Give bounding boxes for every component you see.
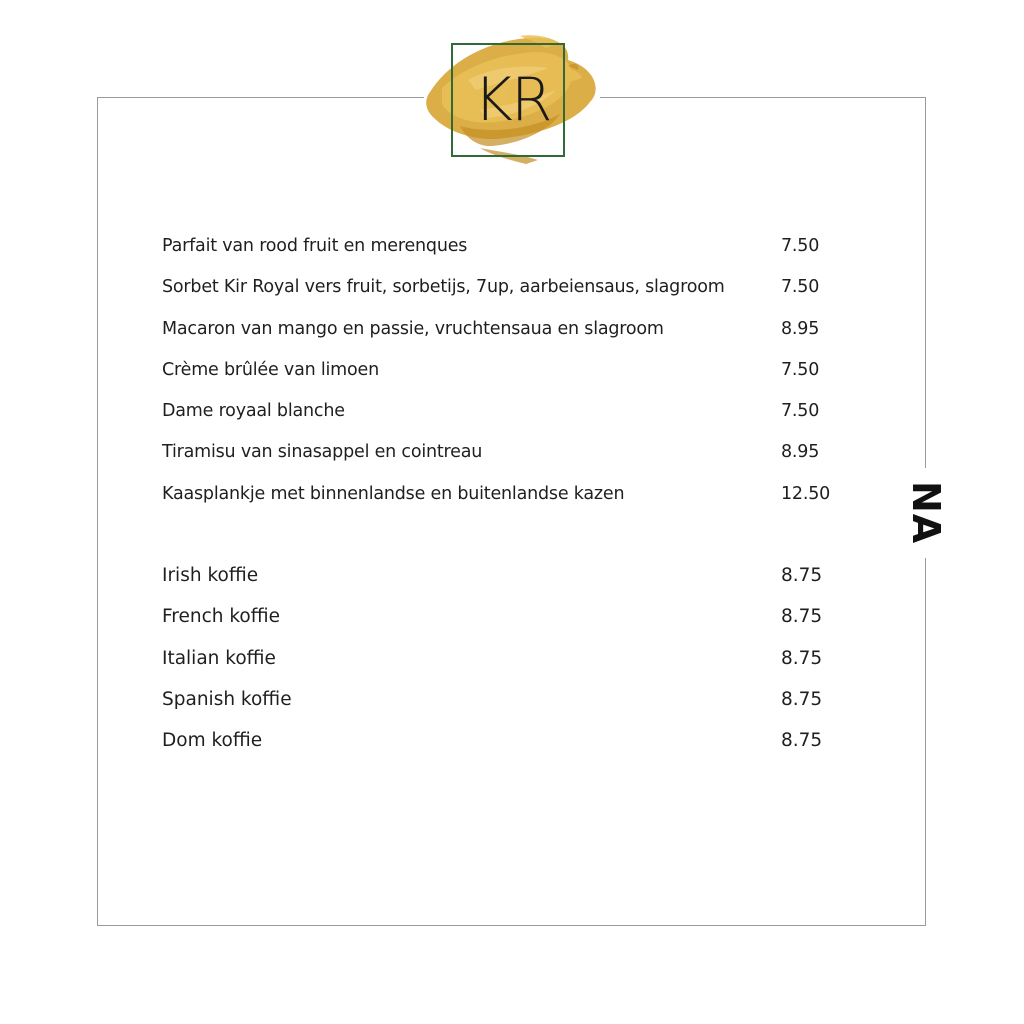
menu-item-name: Dame royaal blanche (162, 401, 345, 422)
menu-item (162, 727, 862, 768)
menu-item (162, 273, 862, 314)
menu-item-name: Kaasplankje met binnenlandse en buitenlandse kazen (162, 483, 625, 504)
menu-item-name: Crème brûlée van limoen (162, 359, 379, 380)
logo-text: KR (473, 65, 551, 135)
menu-item-price: 8.75 (781, 565, 823, 587)
dessert-section (162, 232, 862, 521)
menu-item-price: 7.50 (781, 359, 820, 380)
menu-item (162, 686, 862, 727)
side-label: NA (904, 481, 948, 545)
menu-item-price: 12.50 (781, 483, 831, 504)
coffee-section (162, 562, 862, 768)
menu-item (162, 562, 862, 603)
menu-item (162, 315, 862, 356)
menu-item-name: Irish koffie (162, 565, 259, 587)
menu-item-price: 8.75 (781, 647, 823, 669)
menu-item-name: Italian koffie (162, 647, 276, 669)
menu-item (162, 232, 862, 273)
menu-item-price: 8.75 (781, 688, 823, 710)
menu-item-price: 8.95 (781, 442, 820, 463)
menu-list (162, 232, 862, 769)
menu-item (162, 438, 862, 479)
menu-item (162, 480, 862, 521)
menu-item-price: 7.50 (781, 236, 820, 256)
menu-item (162, 356, 862, 397)
menu-item (162, 603, 862, 644)
menu-item-price: 8.75 (781, 606, 823, 628)
menu-item-price: 7.50 (781, 277, 820, 298)
menu-item (162, 397, 862, 438)
logo (420, 30, 604, 170)
menu-item-name: Spanish koffie (162, 688, 292, 710)
menu-item (162, 645, 862, 686)
menu-item-name: Sorbet Kir Royal vers fruit, sorbetijs, 7up, aarbeiensaus, slagroom (162, 277, 725, 298)
menu-item-price: 8.75 (781, 730, 823, 752)
menu-item-name: Macaron van mango en passie, vruchtensaua en slagroom (162, 318, 664, 339)
menu-item-name: Dom koffie (162, 730, 263, 752)
menu-item-name: French koffie (162, 606, 281, 628)
menu-item-price: 7.50 (781, 401, 820, 422)
menu-item-name: Parfait van rood fruit en merenques (162, 236, 468, 256)
menu-item-price: 8.95 (781, 318, 820, 339)
menu-item-name: Tiramisu van sinasappel en cointreau (162, 442, 483, 463)
